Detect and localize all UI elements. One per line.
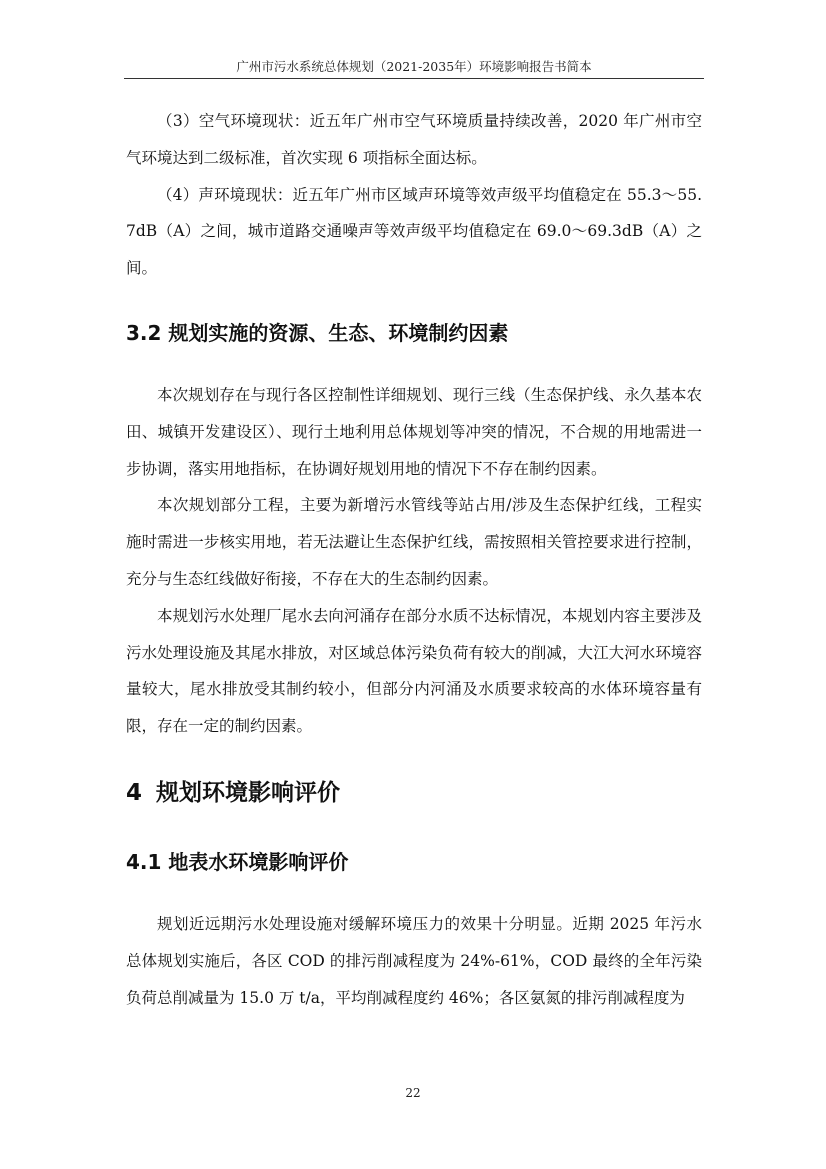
paragraph-surface-water-impact: 规划近远期污水处理设施对缓解环境压力的效果十分明显。近期 2025 年污水总体规划实施后，各区 COD 的排污削减程度为 24%-61%，COD 最终的全年污染负荷总削减量为 15.0 万 t/a，平均削减程度约 46%；各区氨氮的排污削减程度为 — [126, 914, 702, 1007]
chapter-heading-4 — [126, 776, 702, 810]
document-body — [126, 103, 702, 1016]
paragraph-ecological-constraints: 本次规划部分工程，主要为新增污水管线等站占用/涉及生态保护红线，工程实施时需进一步核实用地，若无法避让生态保护红线，需按照相关管控要求进行控制，充分与生态红线做好衔接，不存在大的生态制约因素。 — [126, 496, 702, 588]
paragraph-land-use-constraints: 本次规划存在与现行各区控制性详细规划、现行三线（生态保护线、永久基本农田、城镇开发建设区）、现行土地利用总体规划等冲突的情况，不合规的用地需进一步协调，落实用地指标，在协调好规划用地的情况下不存在制约因素。 — [126, 385, 702, 478]
running-header: 广州市污水系统总体规划（2021-2035年）环境影响报告书简本 — [236, 59, 592, 74]
section-heading-3-2: 3.2 规划实施的资源、生态、环境制约因素 — [126, 320, 509, 345]
paragraph-air-environment: （3）空气环境现状：近五年广州市空气环境质量持续改善，2020 年广州市空气环境达到二级标准，首次实现 6 项指标全面达标。 — [126, 112, 702, 167]
page-number: 22 — [405, 1086, 421, 1100]
paragraph-water-constraints: 本规划污水处理厂尾水去向河涌存在部分水质不达标情况，本规划内容主要涉及污水处理设施及其尾水排放，对区域总体污染负荷有较大的削减，大江大河水环境容量较大，尾水排放受其制约较小，但部分内河涌及水质要求较高的水体环境容量有限，存在一定的制约因素。 — [126, 606, 702, 736]
header-divider — [124, 78, 704, 79]
section-heading-4-1: 4.1 地表水环境影响评价 — [126, 849, 349, 874]
chapter-number: 4 — [126, 779, 143, 806]
chapter-title: 规划环境影响评价 — [156, 779, 340, 806]
paragraph-sound-environment: （4）声环境现状：近五年广州市区域声环境等效声级平均值稳定在 55.3～55.7dB（A）之间，城市道路交通噪声等效声级平均值稳定在 69.0～69.3dB（A）之间。 — [126, 185, 702, 278]
